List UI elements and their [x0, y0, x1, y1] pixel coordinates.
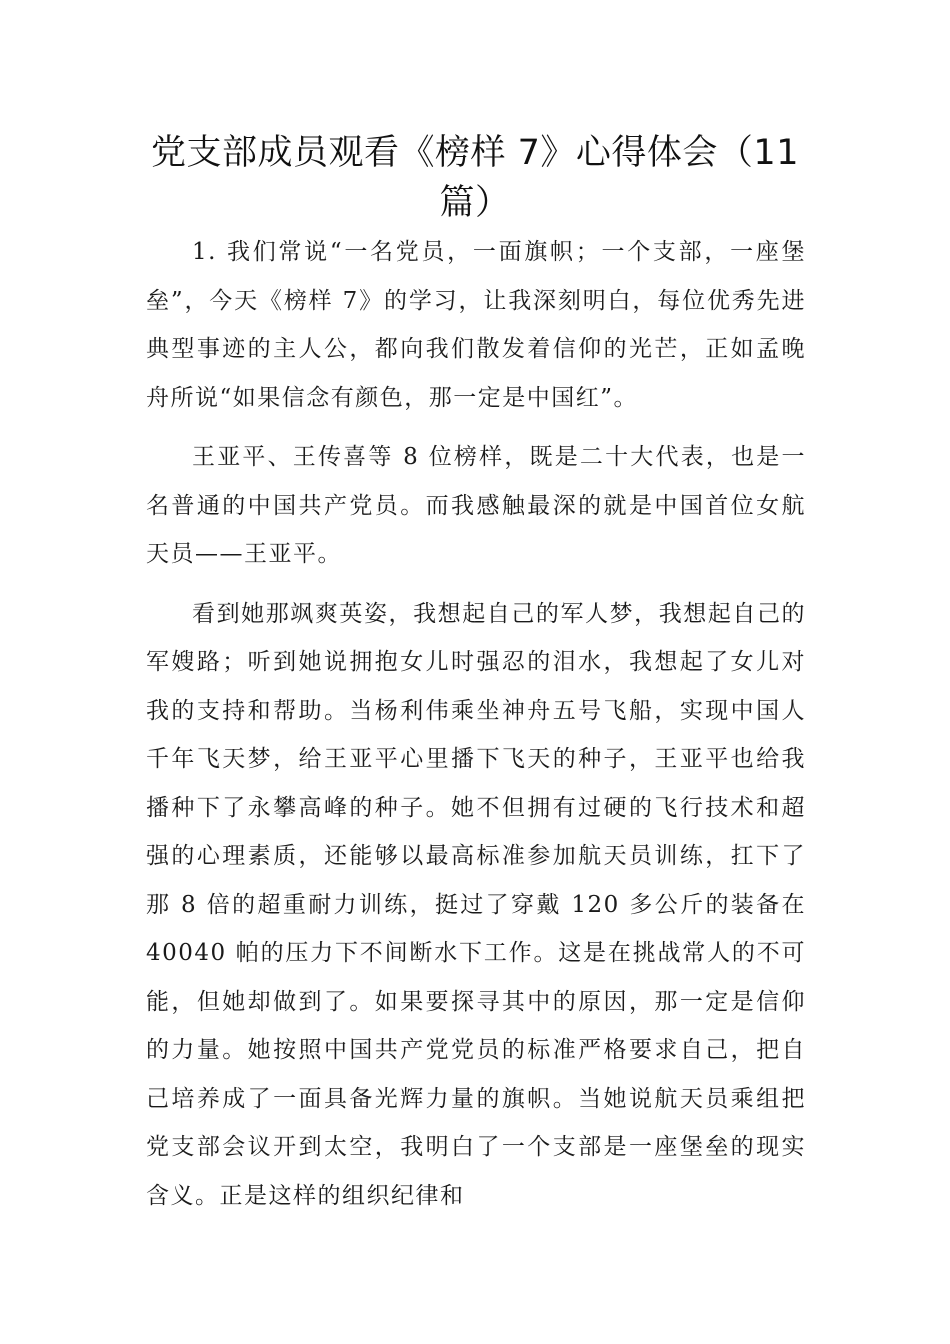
paragraph-3: 看到她那飒爽英姿，我想起自己的军人梦，我想起自己的军嫂路；听到她说拥抱女儿时强忍的泪水，我想起了女儿对我的支持和帮助。当杨利伟乘坐神舟五号飞船，实现中国人千年飞天梦，给王亚平心里播下飞天的种子，王亚平也给我播种下了永攀高峰的种子。她不但拥有过硬的飞行技术和超强的心理素质，还能够以最高标准参加航天员训练，扛下了那 8 倍的超重耐力训练，挺过了穿戴 120 多公斤的装备在 40040 帕的压力下不间断水下工作。这是在挑战常人的不可能，但她却做到了。如果要探寻其中的原因，那一定是信仰的力量。她按照中国共产党党员的标准严格要求自己，把自己培养成了一面具备光辉力量的旗帜。当她说航天员乘组把党支部会议开到太空，我明白了一个支部是一座堡垒的现实含义。正是这样的组织纪律和 — [146, 600, 806, 1209]
paragraph-1: 1. 我们常说“一名党员，一面旗帜；一个支部，一座堡垒”，今天《榜样 7》的学习，让我深刻明白，每位优秀先进典型事迹的主人公，都向我们散发着信仰的光芒，正如孟晚舟所说“如果信念有颜色，那一定是中国红”。 — [146, 239, 806, 411]
document-body — [146, 228, 806, 1220]
paragraph-2: 王亚平、王传喜等 8 位榜样，既是二十大代表，也是一名普通的中国共产党员。而我感触最深的就是中国首位女航天员——王亚平。 — [146, 444, 806, 567]
document-title: 党支部成员观看《榜样 7》心得体会（11 篇） — [151, 133, 799, 223]
